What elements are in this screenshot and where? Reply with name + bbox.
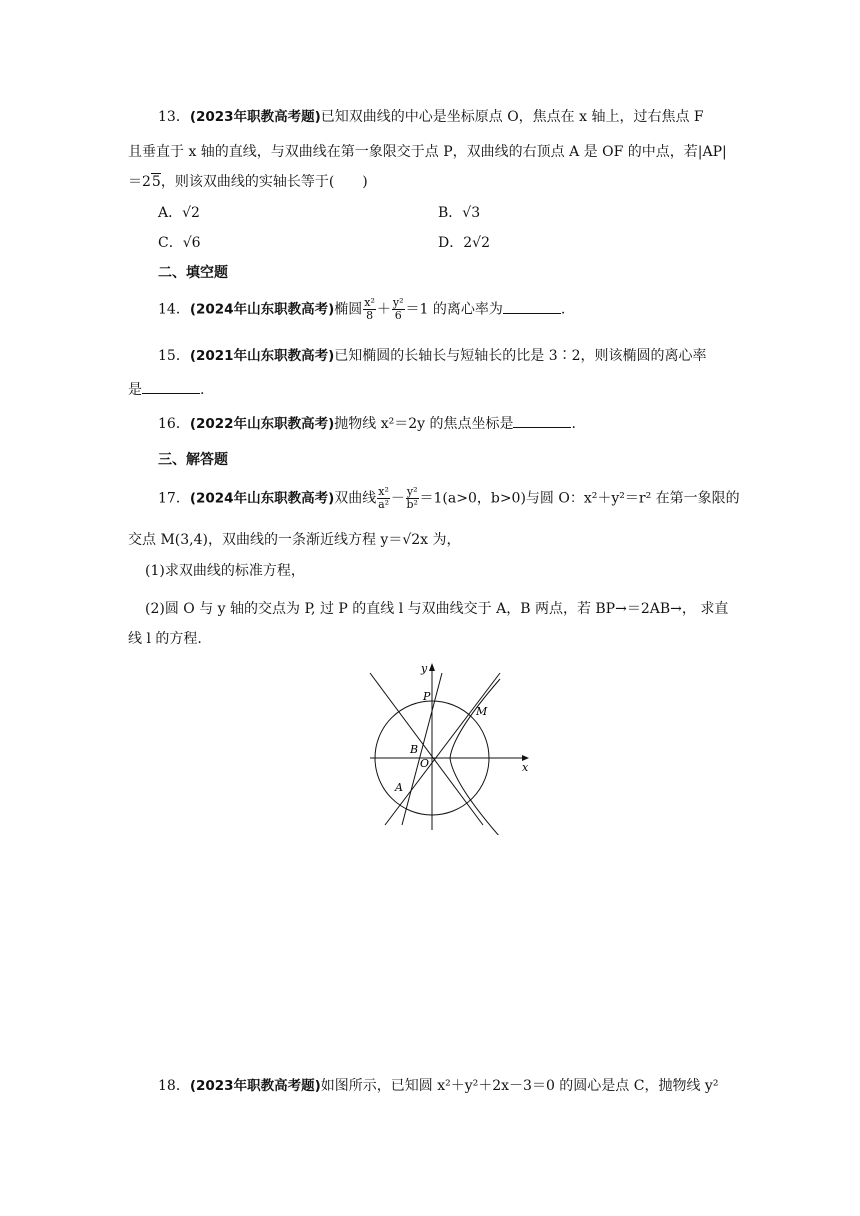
line-l (402, 673, 442, 825)
q13-option-b[interactable]: B．√3 (438, 205, 481, 221)
y-axis-arrow-icon (429, 663, 435, 671)
q13-option-c[interactable]: C．√6 (158, 235, 201, 251)
q16-line: 16．(2022年山东职教高考)抛物线 x²＝2y 的焦点坐标是 . (158, 416, 576, 432)
q13-sqrt5: 5 (151, 174, 161, 190)
q17-line2: 交点 M(3,4)，双曲线的一条渐近线方程 y＝√2x 为， (128, 532, 461, 548)
asymptote-2 (385, 673, 500, 825)
label-y: y (421, 662, 428, 675)
q15-line1: 15．(2021年山东职教高考)已知椭圆的长轴长与短轴长的比是 3∶2，则该椭圆的离心率 (158, 348, 707, 364)
q14-fraction-1: $\frac{\text{x²}}{8}$ (364, 296, 375, 322)
q14-line: 14．(2024年山东职教高考)椭圆 $\frac{\text{x²}}{8}$ ＋ $\frac{\text{y²}}{6}$ ＝1 的离心率为 . (158, 296, 566, 322)
q17-line1: 17．(2024年山东职教高考)双曲线 $\frac{\text{x²}}{\text{a²}}$ － $\frac{\text{y²}}{\text{b²}}$ ＝1(a>0，b>0)与圆 O：x²＋y²＝r² 在第一象限的 (158, 485, 740, 511)
q17-part1: (1)求双曲线的标准方程， (145, 563, 305, 579)
q13-line3: ＝25，则该双曲线的实轴长等于( ) (128, 174, 368, 190)
label-o: O (420, 757, 430, 770)
label-m: M (476, 705, 488, 718)
hyperbola-right-branch (450, 679, 500, 835)
q13-line2: 且垂直于 x 轴的直线，与双曲线在第一象限交于点 P，双曲线的右顶点 A 是 OF 的中点，若|AP| (128, 144, 727, 160)
q13-option-a[interactable]: A．√2 (158, 205, 200, 221)
q17-part2-line2: 线 l 的方程. (128, 631, 202, 647)
q15-answer-blank[interactable] (142, 381, 200, 394)
label-x: x (522, 761, 529, 774)
q14-answer-blank[interactable] (503, 301, 561, 314)
label-a: A (395, 781, 403, 794)
q17-part2-line1: (2)圆 O 与 y 轴的交点为 P, 过 P 的直线 l 与双曲线交于 A，B 两点，若 BP→＝2AB→， 求直 (145, 601, 729, 617)
section-solve-heading: 三、解答题 (158, 452, 228, 468)
q16-answer-blank[interactable] (513, 415, 571, 428)
q13-option-d[interactable]: D．2√2 (438, 235, 490, 251)
label-b: B (410, 743, 419, 756)
q17-fraction-1: $\frac{\text{x²}}{\text{a²}}$ (378, 485, 390, 511)
q15-line2: 是 . (128, 382, 205, 398)
q13-line1: 13．(2023年职教高考题)已知双曲线的中心是坐标原点 O，焦点在 x 轴上，过右焦点 F (158, 109, 704, 125)
section-fill-in-heading: 二、填空题 (158, 265, 228, 281)
q17-fraction-2: $\frac{\text{y²}}{\text{b²}}$ (406, 485, 418, 511)
q18-line1: 18．(2023年职教高考题)如图所示，已知圆 x²＋y²＋2x－3＝0 的圆心是点 C，抛物线 y² (158, 1078, 719, 1094)
hyperbola-circle-figure (350, 655, 540, 835)
q13-source: (2023年职教高考题) (189, 109, 321, 125)
label-p: P (423, 690, 431, 703)
q14-fraction-2: $\frac{\text{y²}}{6}$ (392, 296, 404, 322)
